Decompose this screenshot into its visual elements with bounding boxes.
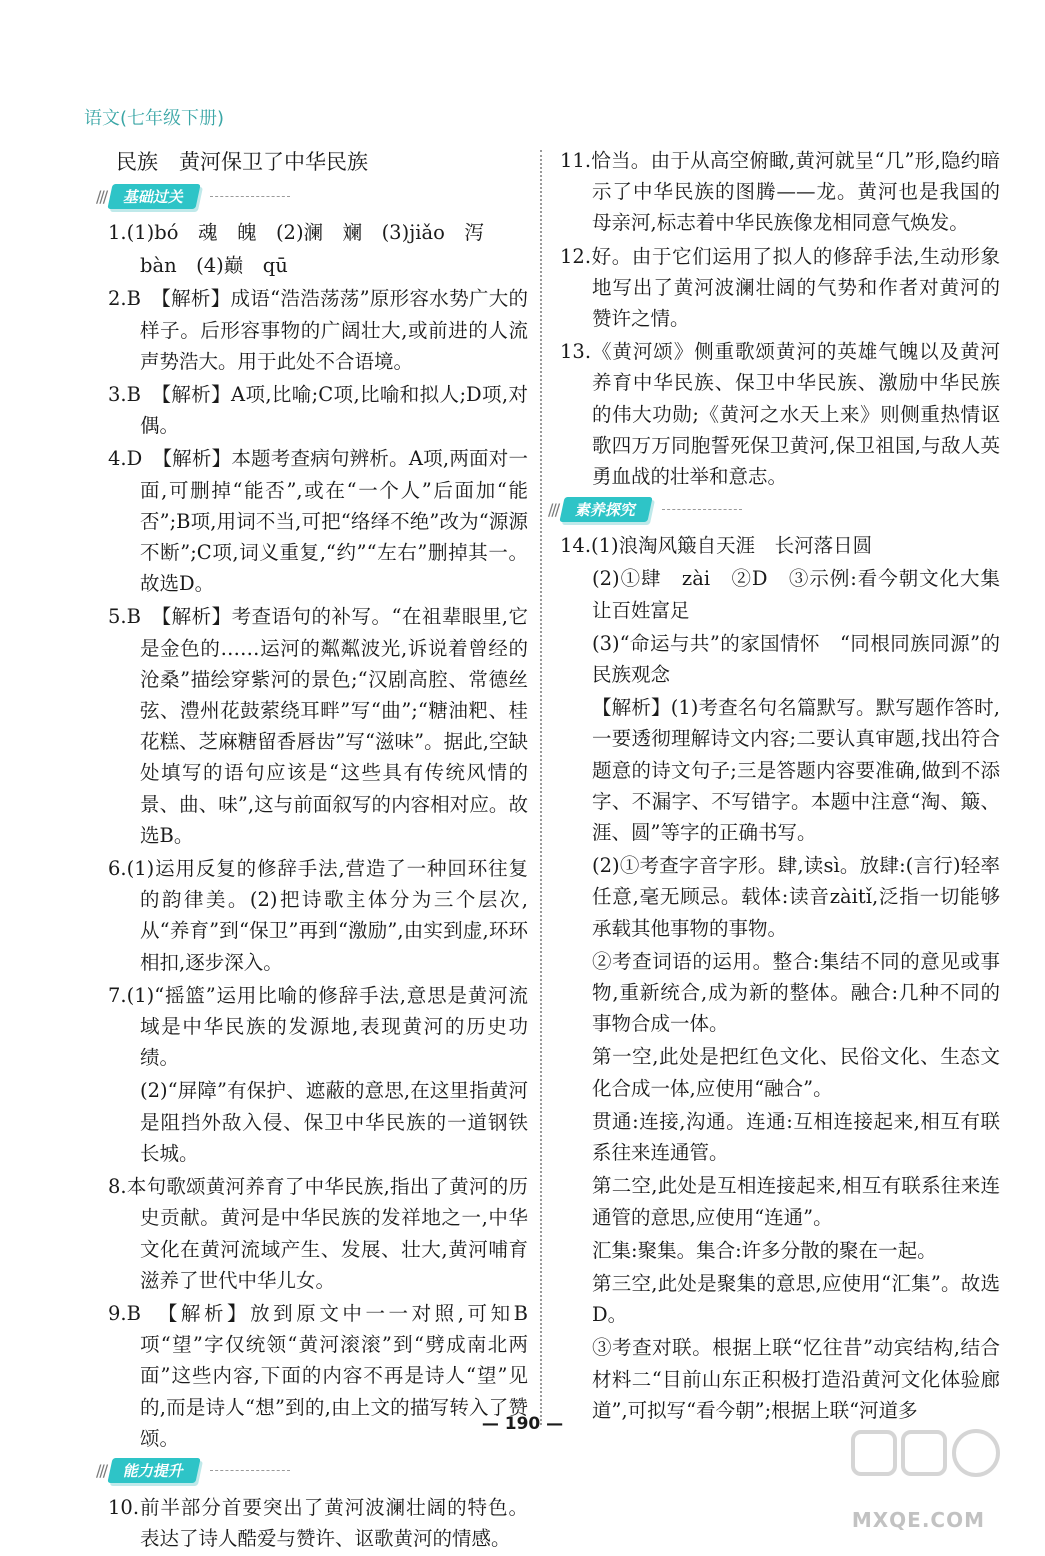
answer-q12: 12.好。由于它们运用了拟人的修辞手法,生动形象地写出了黄河波澜壮阔的气势和作者对黄河的赞许之情。 [560,244,1000,331]
analysis-1: 【解析】(1)考查名句名篇默写。默写题作答时,一要透彻理解诗文内容;二要认真审题,找出符合题意的诗文句子;三是答题内容要准确,做到不添字、不漏字、不写错字。本题中注意“淘、簸、涯、圆”等字的正确书写。 [592,696,1000,845]
answer-q13: 13.《黄河颂》侧重歌颂黄河的英雄气魄以及黄河养育中华民族、保卫中华民族、激励中华民族的伟大功勋;《黄河之水天上来》则侧重热情讴歌四万万同胞誓死保卫黄河,保卫祖国,与敌人英勇血战的壮举和意志。 [560,340,1000,489]
section-badge: 素养探究 [560,497,653,522]
section-badge: 能力提升 [108,1458,201,1483]
lesson-title: 民族 黄河保卫了中华民族 [116,150,368,174]
header-grade: (七年级下册) [120,108,225,129]
answer-q1-line1: 1.(1)bó 魂 魄 (2)澜 斓 (3)jiǎo 泻 [108,221,484,244]
header-subject: 语文 [84,108,120,129]
answer-q10: 10.前半部分首要突出了黄河波澜壮阔的特色。表达了诗人酷爱与赞许、讴歌黄河的情感。 [108,1495,528,1551]
analysis-9: ③考查对联。根据上联“忆往昔”动宾结构,结合材料二“目前山东正积极打造沿黄河文化体验廊道”,可拟写“看今朝”;根据上联“河道多 [592,1336,1000,1422]
answer-q7-part1: 7.(1)“摇篮”运用比喻的修辞手法,意思是黄河流域是中华民族的发源地,表现黄河的历史功绩。 [108,983,528,1070]
dashed-rule [662,509,742,510]
page-number: — 190 — [481,1414,564,1434]
watermark-text: MXQE.COM [851,1508,985,1532]
analysis-3: ②考查词语的运用。整合:集结不同的意见或事物,重新统合,成为新的整体。融合:几种不同的事物合成一体。 [592,949,1000,1036]
section-header-ability [96,1456,528,1486]
answer-q3: 3.B 【解析】A项,比喻;C项,比喻和拟人;D项,对偶。 [108,383,528,438]
answer-q11: 11.恰当。由于从高空俯瞰,黄河就呈“几”形,隐约暗示了中华民族的图腾——龙。黄河也是我国的母亲河,标志着中华民族像龙相同意气焕发。 [560,149,1000,235]
column-divider [540,150,542,1425]
analysis-6: 第二空,此处是互相连接起来,相互有联系往来连通管的意思,应使用“连通”。 [592,1174,1000,1229]
slash-decoration-icon: /// [96,1461,107,1481]
section-header-basic [96,181,528,211]
analysis-7: 汇集:聚集。集合:许多分散的聚在一起。 [592,1238,937,1262]
answer-q5: 5.B 【解析】考查语句的补写。“在祖辈眼里,它是金色的……运河的粼粼波光,诉说着曾经的沧桑”描绘穿紫河的景色;“汉剧高腔、常德丝弦、澧州花鼓萦绕耳畔”写“曲”;“糖油粑、桂花糕、芝麻糖留香唇齿”写“滋味”。据此,空缺处填写的语句应该是“这些具有传统风情的景、曲、味”,这与前面叙写的内容相对应。故选B。 [108,605,528,847]
watermark-logo-icon [848,1424,1023,1514]
analysis-5: 贯通:连接,沟通。连通:互相连接起来,相互有联系往来连通管。 [592,1109,1000,1165]
answer-q7-part2: (2)“屏障”有保护、遮蔽的意思,在这里指黄河是阻挡外敌入侵、保卫中华民族的一道钢铁长城。 [140,1079,528,1165]
left-column [96,145,528,1556]
right-column [548,145,1000,1428]
answer-q6: 6.(1)运用反复的修辞手法,营造了一种回环往复的韵律美。(2)把诗歌主体分为三个层次,从“养育”到“保卫”再到“激励”,由实到虚,环环相扣,逐步深入。 [108,857,528,974]
answer-q4: 4.D 【解析】本题考查病句辨析。A项,两面对一面,可删掉“能否”,或在“一个人”后面加“能否”;B项,用词不当,可把“络绎不绝”改为“源源不断”;C项,词义重复,“约”“左右”删掉其一。故选D。 [108,447,528,596]
answer-q14-3: (3)“命运与共”的家国情怀 “同根同族同源”的民族观念 [592,631,1000,687]
answer-q14-1: 14.(1)浪淘风簸自天涯 长河落日圆 [560,534,873,558]
dashed-rule [210,1470,290,1471]
section-header-literacy [548,494,1000,524]
analysis-2: (2)①考查字音字形。肆,读sì。放肆:(言行)轻率任意,毫无顾忌。载体:读音zàitǐ,泛指一切能够承载其他事物的事物。 [592,854,1000,940]
answer-q14-2: (2)①肆 zài ②D ③示例:看今朝文化大集让百姓富足 [592,567,1000,622]
slash-decoration-icon: /// [96,186,107,206]
running-header [84,104,224,130]
section-badge: 基础过关 [108,184,201,209]
answer-q9: 9.B 【解析】放到原文中一一对照,可知B项“望”字仅统领“黄河滚滚”到“劈成南北两面”这些内容,下面的内容不再是诗人“望”见的,而是诗人“想”到的,由上文的描写转入了赞颂。 [108,1301,528,1450]
answer-q8: 8.本句歌颂黄河养育了中华民族,指出了黄河的历史贡献。黄河是中华民族的发祥地之一,中华文化在黄河流域产生、发展、壮大,黄河哺育滋养了世代中华儿女。 [108,1175,528,1292]
answer-q1-line2: bàn (4)巅 qū [140,254,288,278]
slash-decoration-icon: /// [548,499,559,519]
dashed-rule [210,196,290,197]
analysis-8: 第三空,此处是聚集的意思,应使用“汇集”。故选D。 [592,1271,1000,1327]
answer-q2: 2.B 【解析】成语“浩浩荡荡”原形容水势广大的样子。后形容事物的广阔壮大,或前进的人流声势浩大。用于此处不合语境。 [108,287,528,373]
analysis-4: 第一空,此处是把红色文化、民俗文化、生态文化合成一体,应使用“融合”。 [592,1045,1000,1100]
